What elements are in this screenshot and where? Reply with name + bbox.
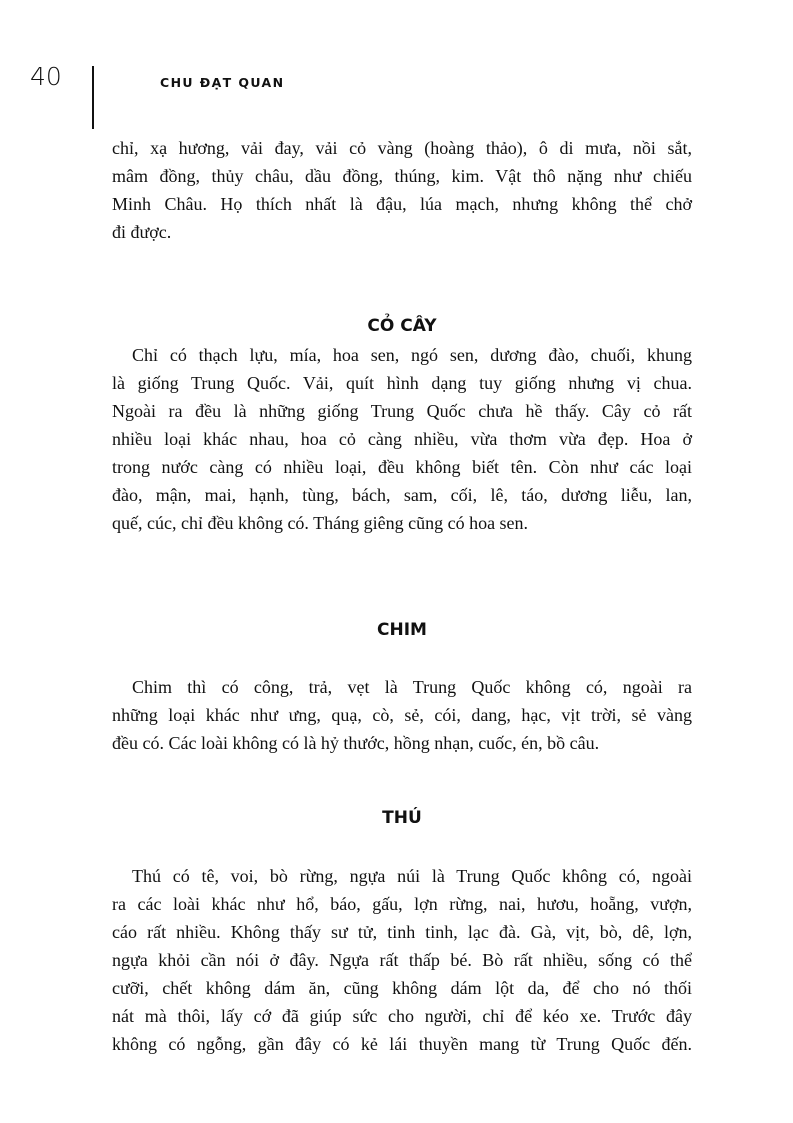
text-line: những loại khác như ưng, quạ, cò, sẻ, cói, dang, hạc, vịt trời, sẻ vàng xyxy=(112,705,692,725)
text-line: nhiều loại khác nhau, hoa cỏ càng nhiều, vừa thơm vừa đẹp. Hoa ở xyxy=(112,429,692,449)
text-line: Thú có tê, voi, bò rừng, ngựa núi là Trung Quốc không có, ngoài xyxy=(132,866,692,886)
paragraph-continued xyxy=(112,134,692,246)
text-line: trong nước càng có nhiều loại, đều không biết tên. Còn như các loại xyxy=(112,457,692,477)
text-line: đều có. Các loài không có là hỷ thước, hồng nhạn, cuốc, én, bồ câu. xyxy=(112,733,600,753)
paragraph-chim xyxy=(112,673,692,757)
text-line: cưỡi, chết không dám ăn, cũng không dám lột da, để cho nó thối xyxy=(112,978,692,998)
paragraph-co-cay xyxy=(112,341,692,537)
text-line: ra các loài khác như hổ, báo, gấu, lợn rừng, nai, hươu, hoẵng, vượn, xyxy=(112,894,692,914)
text-line: Chim thì có công, trả, vẹt là Trung Quốc không có, ngoài ra xyxy=(132,677,692,697)
text-line: là giống Trung Quốc. Vải, quít hình dạng tuy giống nhưng vị chua. xyxy=(112,373,692,393)
page-number: 40 xyxy=(30,62,62,91)
text-line: Ngoài ra đều là những giống Trung Quốc chưa hề thấy. Cây cỏ rất xyxy=(112,401,692,421)
text-line: Chỉ có thạch lựu, mía, hoa sen, ngó sen, dương đào, chuối, khung xyxy=(132,345,692,365)
section-heading-chim: CHIM xyxy=(377,620,427,640)
running-head: CHU ĐẠT QUAN xyxy=(160,75,285,90)
text-line: Minh Châu. Họ thích nhất là đậu, lúa mạch, nhưng không thể chở xyxy=(112,194,692,214)
text-line: ngựa khỏi cần nói ở đây. Ngựa rất thấp bé. Bò rất nhiều, sống có thể xyxy=(112,950,692,970)
text-line: không có ngỗng, gần đây có kẻ lái thuyền mang từ Trung Quốc đến. xyxy=(112,1034,692,1054)
text-line: chỉ, xạ hương, vải đay, vải cỏ vàng (hoàng thảo), ô di mưa, nồi sắt, xyxy=(112,138,692,158)
header-divider xyxy=(92,66,94,129)
section-heading-co-cay: CỎ CÂY xyxy=(367,316,437,336)
text-line: quế, cúc, chỉ đều không có. Tháng giêng cũng có hoa sen. xyxy=(112,513,529,533)
text-line: nát mà thôi, lấy cớ đã giúp sức cho người, chỉ để kéo xe. Trước đây xyxy=(112,1006,692,1026)
paragraph-thu xyxy=(112,862,692,1058)
section-heading-thu: THÚ xyxy=(382,808,422,828)
text-line: đi được. xyxy=(112,222,172,242)
text-line: cáo rất nhiều. Không thấy sư tử, tinh tinh, lạc đà. Gà, vịt, bò, dê, lợn, xyxy=(112,922,692,942)
text-line: đào, mận, mai, hạnh, tùng, bách, sam, cối, lê, táo, dương liễu, lan, xyxy=(112,485,692,505)
text-line: mâm đồng, thủy châu, dầu đồng, thúng, kim. Vật thô nặng như chiếu xyxy=(112,166,692,186)
